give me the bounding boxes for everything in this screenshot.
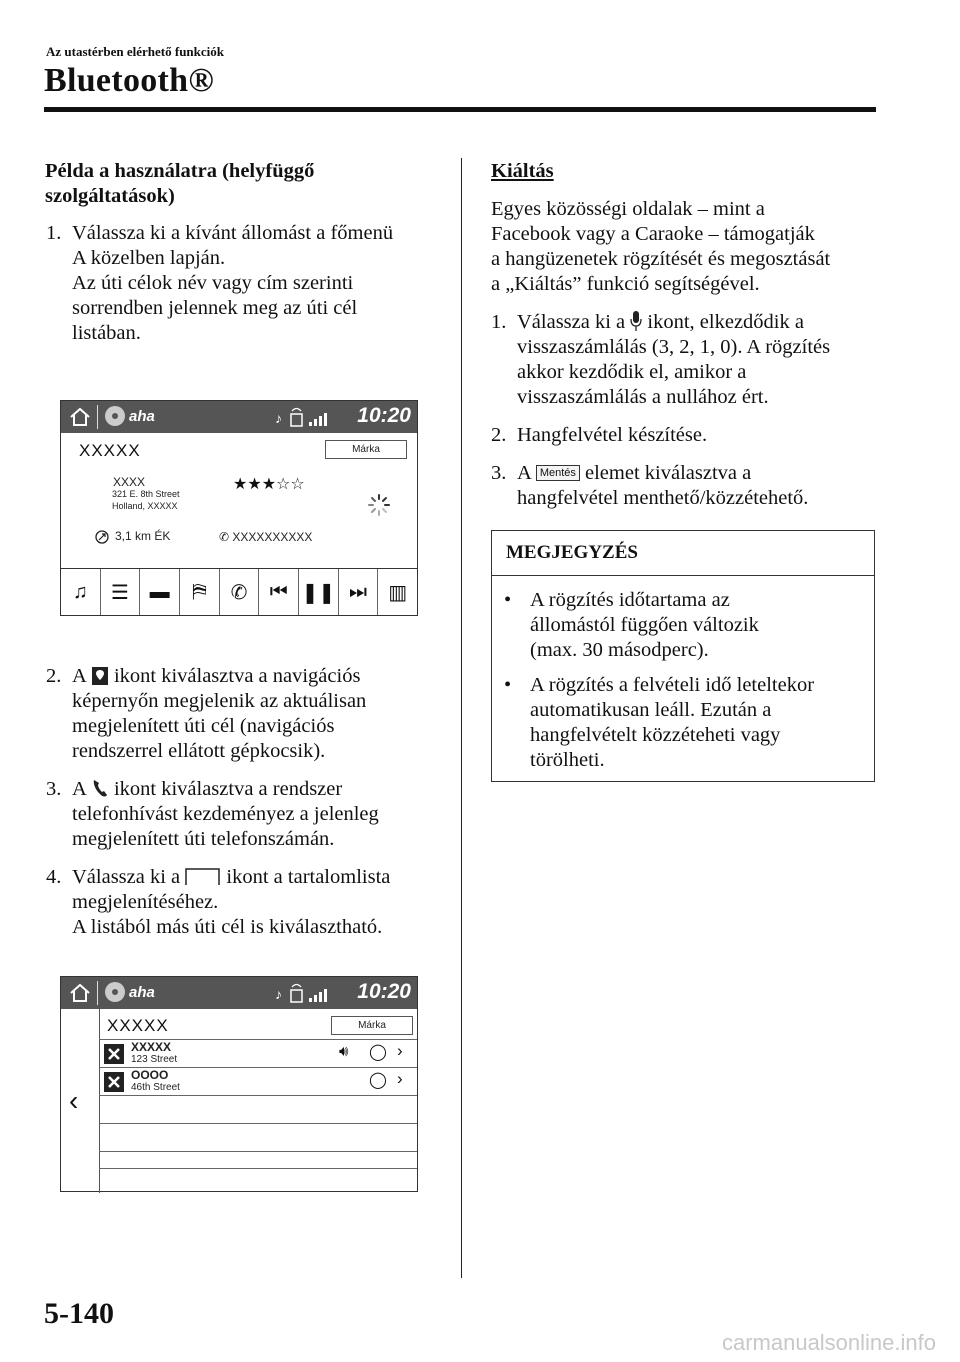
list-item: [99, 1124, 417, 1152]
home-icon[interactable]: [69, 982, 91, 1004]
station-address-2: Holland, XXXXX: [112, 501, 178, 511]
folder-icon[interactable]: ▬: [140, 569, 180, 615]
home-icon[interactable]: [69, 406, 91, 428]
screen-top-bar: [61, 977, 417, 1009]
aha-logo-icon: [105, 406, 125, 426]
back-chevron-icon[interactable]: ‹: [69, 1085, 79, 1116]
screen-toolbar: [61, 568, 417, 615]
content-list-icon: [185, 865, 221, 887]
microphone-icon: [630, 310, 642, 332]
chevron-right-icon[interactable]: ›: [397, 1041, 403, 1060]
note-heading: MEGJEGYZÉS: [506, 542, 638, 563]
music-icon[interactable]: ♫: [61, 569, 101, 615]
status-icons: [275, 981, 339, 1005]
list-item: [99, 1096, 417, 1124]
section-label: Az utastérben elérhető funkciók: [46, 44, 225, 59]
chevron-right-icon[interactable]: ›: [397, 1069, 403, 1088]
phone-icon: [91, 777, 109, 799]
station-address-1: 321 E. 8th Street: [112, 489, 180, 499]
column-divider: [461, 158, 462, 1278]
station-name: XXXX: [113, 475, 146, 489]
status-icons: [275, 405, 339, 429]
map-icon[interactable]: ⛿: [180, 569, 220, 615]
aha-logo-icon: [105, 982, 125, 1002]
app-name: aha: [129, 984, 155, 1001]
info-icon[interactable]: ◯: [369, 1072, 387, 1089]
phone-number[interactable]: ✆ XXXXXXXXXX: [219, 530, 313, 544]
note-box: MEGJEGYZÉS • A rögzítés időtartama az állomástól függően változik (max. 30 másodperc). • A rögzítés a felvételi idő leteltekor automatikusan leáll. Ezután a hangfelvételt közzéteheti vagy törölheti.: [491, 530, 875, 782]
station-title: XXXXX: [79, 441, 141, 460]
list-item: [99, 1152, 417, 1169]
speaker-icon: 🔊︎: [339, 1043, 349, 1060]
brand-button[interactable]: Márka: [331, 1016, 413, 1035]
next-icon[interactable]: ⏭: [339, 569, 379, 615]
title-rule: [44, 107, 876, 112]
clock: 10:20: [357, 980, 411, 1003]
shout-heading: Kiáltás: [491, 160, 554, 182]
navigation-icon: [91, 664, 109, 686]
list-icon[interactable]: ☰: [101, 569, 141, 615]
list-title: XXXXX: [107, 1016, 169, 1035]
pause-icon[interactable]: ❚❚: [299, 569, 339, 615]
station-thumbnail-icon: [103, 1071, 125, 1093]
list-item[interactable]: OOOO 46th Street ◯ ›: [99, 1068, 417, 1096]
loading-spinner-icon: [367, 493, 391, 517]
app-name: aha: [129, 408, 155, 425]
brand-button[interactable]: Márka: [325, 440, 407, 459]
watermark: carmanualsonline.info: [721, 1330, 936, 1355]
page-number: 5-140: [44, 1297, 114, 1330]
save-key: Mentés: [536, 465, 580, 481]
list-header: [99, 1009, 417, 1040]
svg-text:★★★☆☆: ★★★☆☆: [233, 476, 305, 491]
svg-text:♪: ♪: [275, 986, 282, 1002]
clock: 10:20: [357, 404, 411, 427]
station-list-screen: [60, 976, 418, 1192]
phone-icon[interactable]: ✆: [220, 569, 260, 615]
station-detail-screen: [60, 400, 418, 616]
svg-text:♪: ♪: [275, 410, 282, 426]
shout-intro: Egyes közösségi oldalak – mint a Facebook vagy a Caraoke – támogatják a hangüzenetek rögzítését és megosztását a „Kiáltás” funkció segítségével.: [491, 198, 831, 295]
equalizer-icon[interactable]: ▥: [388, 581, 408, 604]
distance-icon: [95, 530, 109, 544]
chapter-title: Bluetooth®: [44, 62, 215, 99]
screen-top-bar: [61, 401, 417, 433]
rating-stars-icon: [233, 475, 313, 491]
info-icon[interactable]: ◯: [369, 1044, 387, 1061]
example-heading: Példa a használatra (helyfüggő szolgáltatások): [45, 160, 315, 207]
previous-icon[interactable]: ⏮: [259, 569, 299, 615]
distance-text: 3,1 km ÉK: [115, 529, 171, 543]
list-item[interactable]: XXXXX 123 Street 🔊︎ ◯ ›: [99, 1040, 417, 1068]
station-thumbnail-icon: [103, 1043, 125, 1065]
